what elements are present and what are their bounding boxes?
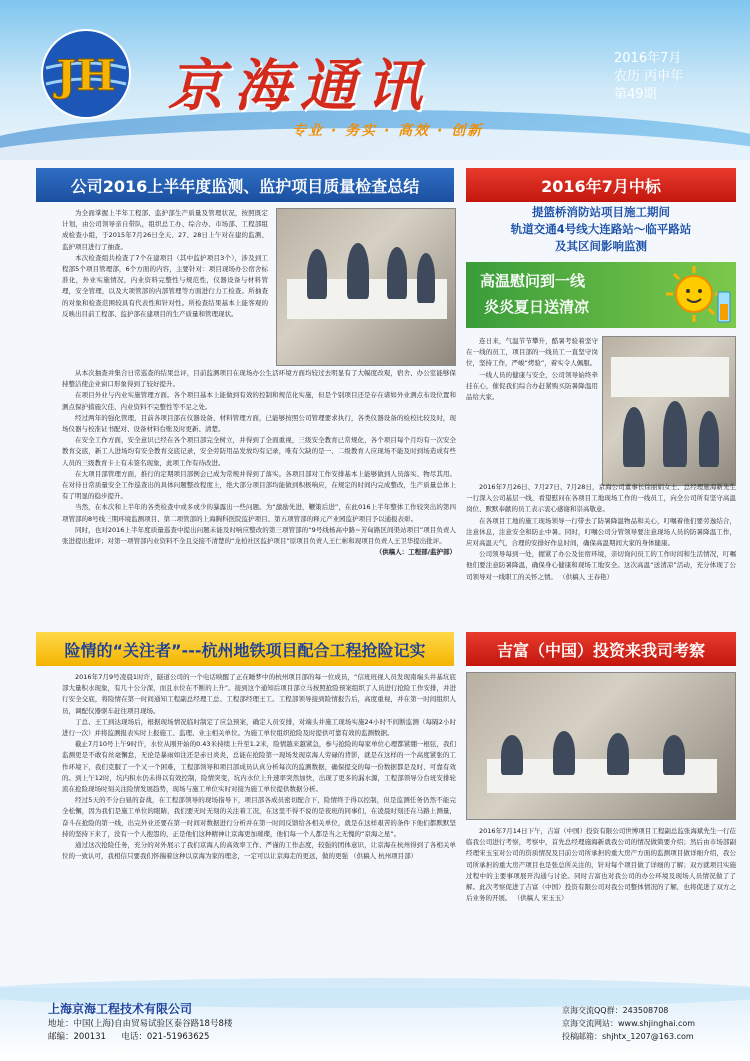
footer-company: 上海京海工程技术有限公司	[48, 1002, 193, 1016]
sun-with-drink-icon	[662, 264, 736, 328]
investor-visit-photo	[466, 672, 736, 820]
logo-text: JH	[56, 51, 116, 100]
article4-paragraph: 在各项目工地的施工现场领导一行带去了防暑降温物品和关心，叮嘱着他们要劳逸结合，注意休息，注意安全和防止中暑。同时，叮嘱公司分管领导要注意现场人员的防暑降温工作，应对高温天气，合理的安排好作息时间，确保高温期间大家的身体健康。	[466, 516, 736, 548]
article2-paragraph: 丁总、王工到达现场后，根据现场情况临时制定了应急预案，确定人员安排，对端头井施工现场实施24小时不间断监测（每隔2小时进行一次）并将监测报表实时上报施工、监理、业主相关单位。为施工单位组织抢险及时提供可靠有效的监测数据。	[62, 717, 456, 738]
article1-lead	[62, 208, 268, 366]
article1-heading: 公司2016上半年度监测、监护项目质量检查总结	[36, 168, 454, 202]
bid-project-line: 及其区间影响监测	[555, 239, 647, 253]
article4-intro	[466, 336, 598, 478]
article4-paragraph: 公司领导每到一处，握紧了办公及住宿环境，亲切询问员工的工作时间和生活情况，叮嘱他们要注意防暑降温，确保身心健康和现场工地安全。这次高温“送清凉”活动，充分体现了公司领导对一线职工的关怀之情。	[466, 550, 736, 581]
article1-paragraph: 当然，在本次和上半年的各类检查中或多或少的暴露出一些问题。为“激励先进，鞭策后进”，在此016上半年整体工作较突出的第四项管部的8号线三期环境监测项目、第二项管部的上海胸科医院监护项目、第五项管部的释元产业园监护项目予以通报表彰。	[62, 503, 456, 523]
article4-paragraph: 2016年7月26日、7月27日、7月28日，京海公司董事长徐丽娟女士、总经理施海新先生一行深入公司基层一线，看望慰问在各项目工地现场工作的一线员工，向全公司所有坚守高温岗位、默默奉献的员工表示衷心感谢和崇高敬意。	[466, 483, 736, 514]
article2-paragraph: 经过5天的不分白昼的奋战，在工程部领导的现场指导下，项目部各成员密切配合下，险情终于得以控制，但是监测任务仍然不能完全松懈，因为我们是施工单位的眼睛，我们要无时无刻的关注着工况，在这里不得不说的是夜班的同事们，在凌晨时刻还在马路上测量，奋斗在抢险的第一线，出完外业还要在第一时间对数据进行分析并在第一时间反馈给各相关单位，就是在这样艰苦的条件下他们都默默坚持的坚持下来了，没有一个人抱怨的，正是他们这种精神让京海更加璀璨，他们每一个人都是当之无愧的“京海之星”。	[62, 796, 456, 838]
article5-paragraph: 2016年7月14日下午，吉富（中国）投资有限公司世博项目工程副总监张海斌先生一行莅临我公司进行考察，考察中，首先总经理施海新就我公司的情况做简要介绍；然后由市场部副经理宋玉宝对公司的资质情况及目前公司所承担的重大房产方面的监测项目做详细介绍，我公司所承担的重大房产项目也是张总所关注的，针对每个项目做了详细的了解；双方就项目实施过程中的主要事项展开沟通与讨论。同时吉富也对我公司的办公环境及现场人员情况做了了解。此次考察促进了吉富（中国）投资有限公司对我公司整体情况的了解，也将促进了双方之后业务的开展。	[466, 827, 736, 903]
issue-info	[614, 50, 683, 104]
footer-phone: 电话：021-51963625	[121, 1032, 210, 1042]
article2-heading: 险情的“关注者”---杭州地铁项目配合工程抢险记实	[36, 632, 454, 666]
footer-email[interactable]: 投稿邮箱：shjhtx_1207@163.com	[562, 1032, 694, 1041]
footer-address: 地址：中国(上海)自由贸易试验区泰谷路18号8楼	[48, 1019, 233, 1029]
article2-paragraph: 通过这次抢险任务，充分的对外展示了我们京海人的高效率工作、严谨的工作态度，较强的团体意识，让京海在杭州得到了各相关单位的一致认可，我相信只要我们怀揣着这种以京海为家的理念，一定可以让京海走的更远，做的更强	[62, 841, 456, 861]
bid-project-line: 提篮桥消防站项目施工期间	[532, 205, 670, 219]
footer-qq-group: 京海交流QQ群：243508708	[562, 1006, 669, 1015]
article4-body	[466, 482, 736, 620]
article5-body	[466, 826, 736, 976]
article1-paragraph: 本次检查组共检查了7个在建项目（其中监护项目3个），涉及到工程部5个项目管理部，6个方面的内容，主要针对：项目现场办公宿舍标准化，外业实施情况，内业资料完整性与规范性，仪器设备与材料管理，安全管理，以及大项管部的内部管理等方面进行力工检查。所抽查的对象和检查范围较具有代表性和针对性。所检查结果基本上能客观的反映出目前工程部、监护部在建项目的生产质量和管理现状。	[62, 253, 268, 318]
article1-paragraph: 在安全工作方面，安全意识已经在各个项目部完全树立，并得到了全面重视，三级安全教育已常规化，各个项目每个月均有一次安全教育交底，新工人进场均有安全教育交底记录，安全劳防用品发放均有记录，唯有欠缺的是一、二级教育人应现场不能及时到场造成有些人员的三级教育卡上有未签名现象，此项工作有待改进。	[62, 436, 456, 467]
footer-website[interactable]: 京海交流网站：www.shjinghai.com	[562, 1019, 696, 1028]
footer-address-block	[48, 1018, 232, 1044]
bid-project-line: 轨道交通4号线大连路站～临平路站	[510, 222, 692, 236]
slogan: 专业 · 务实 · 高效 · 创新	[292, 123, 484, 139]
article1-paragraph: 经过两年的强化管理，目前各项目部在仪器设备、材料管理方面，已能够按照公司管理要求执行，各类仪器设备的检校比较及时，现场仪器与校准证书配对、设备材料台账及时更新、清楚。	[62, 413, 456, 434]
bid-project-list	[466, 204, 736, 255]
newsletter-title: 京海通讯	[168, 53, 432, 119]
banner-line: 高温慰问到一线	[480, 272, 586, 290]
article4-paragraph: 连日来，气温节节攀升，酷暑考验着坚守在一线的员工，项目部的一线员工一直坚守岗位，坚持工作，严峻“烤验”，着实令人佩服。	[466, 337, 598, 368]
footer-postcode: 邮编：200131	[48, 1032, 106, 1042]
article1-paragraph: 在大项目部管理方面，推行的定期项目部例会已成为常规并得到了落实。各项目部对工作安排基本上能够做到人员落实、物尽其用。在对待日常质量安全工作巡查出的具体问题整改程度上，绝大部分项目部均能做到积极响应，在规定的时间内完成整改，生产质量总体上有了明显的稳步提升。	[62, 469, 456, 501]
article1-paragraph: 同时，也对2016上半年度质量巡查中提出问题未能及时响应整改的第三项管部的“9号线杨高中路~芳甸路区间渠站项目”项目负责人张进提出批评；对第一项管部内业资料不全且交接不清楚的“龙柏社区监护项目”原项目负责人王仁彬和现项目负责人王卫华提出批评。	[62, 525, 456, 546]
article2-paragraph: 截止7月10号上午9时许，水位从刚开始的0.43米持续上升至1.2米，险情越来越紧急，参与抢险的每家单位心理都紧绷一根弦，我们监测更是不敢有丝毫懈怠，无论是暴雨如注还是赤日炎炎，总能在抢险第一现场发现京海人劳碌的背影，就是在这样的一个高度紧张的工作环境下，我们克服了一个又一个困难，工程部领导和项目部成员认真分析每次的监测数据，确保提交的每一份数据都是及时、可靠有效的。到上午12时，坑内积水仍未得以有效控制，险情突变，坑内水位上升速率突然加快，出现了更多的漏水源，工程部领导分台班安排轮流在抢险现场时刻关注险情发展趋势，现场与施工单位实时对接为施工单位提供数据分析。	[62, 740, 456, 794]
article3-heading: 2016年7月中标	[466, 168, 736, 202]
article1-body	[62, 368, 456, 618]
banner-line: 炎炎夏日送清凉	[484, 298, 590, 316]
summer-visit-photo	[602, 336, 736, 486]
article4-paragraph: 一线人员的健康与安全，公司领导始终牵挂在心，催促我们综合办赶紧购买防暑降温用品给大家。	[466, 370, 598, 402]
inspection-photo	[276, 208, 456, 366]
article1-paragraph: 从本次抽查并集合日常巡查的结果总评，目前监测项目在现场办公生活环境方面均较过去明显有了大幅度改观，宿舍、办公室能够保持整洁使企业窗口形象得到了较好提升。	[62, 369, 456, 389]
article5-heading: 吉富（中国）投资来我司考察	[466, 632, 736, 666]
footer-contact-block	[562, 1004, 695, 1043]
article5-credit: （供稿人 宋玉玉）	[513, 894, 568, 903]
article1-lead-text: 为全面掌握上半年工程部、监护部生产质量及管理状况，按照既定计划，由公司领导亲自带队，组织总工办、综合办、市场部、工程部组成检查小组，于2015年7月26日全天、27、28日上午对在建的监测、监护项目进行了抽查。	[62, 209, 268, 251]
company-logo	[40, 28, 132, 120]
article2-credit: （供稿人 杭州项目部）	[350, 852, 418, 861]
issue-number: 第49期	[614, 87, 657, 102]
lunar-date: 农历 丙申年	[614, 69, 684, 84]
article2-paragraph: 2016年7月9号凌晨1时许，隧道公司的一个电话映醒了正在睡梦中的杭州项目部的每一位成员，“信班班视人员发现南端头井基坑底部大量积水现象，有几十公分深，而且水位在不断的上升”。接到这个通知后项目部立马按照抢险预案组织了人员进行抢险工作安排，并进行安全交底，将险情在第一时间通知工程副总经理工总、工程部经理王工。工程部领导接到险情报告后，高度重视，并在第一时间组织人员，调配仪器驱车赶往项目现场。	[62, 673, 456, 715]
article2-body	[62, 672, 456, 978]
article1-credit: （供稿人：工程部/监护部）	[375, 548, 456, 557]
issue-date: 2016年7月	[614, 51, 682, 66]
article4-credit: （供稿人 王春艳）	[559, 572, 614, 581]
article1-paragraph: 在项目外业与内业实施管理方面。各个项目基本上能做到有效的控制和规范化实施，但是个别项目还是存在诸如外业测点布设位置和测点保护措施欠佳、内业资料不完整性等不足之处。	[62, 391, 456, 411]
